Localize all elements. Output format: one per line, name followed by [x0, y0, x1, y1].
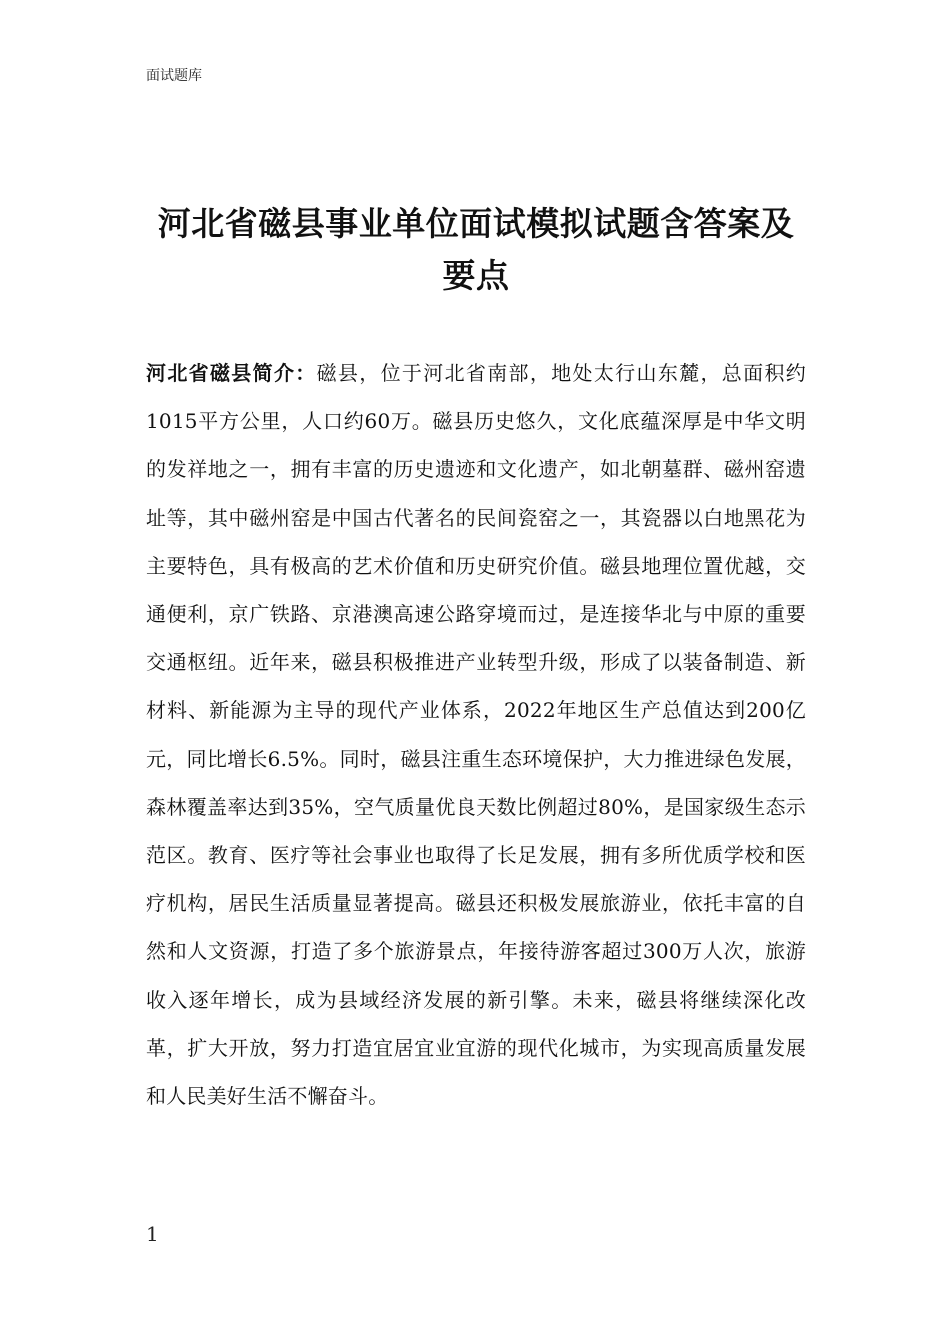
intro-label: 河北省磁县简介： — [146, 361, 317, 385]
page-header: 面试题库 — [146, 68, 202, 84]
document-title: 河北省磁县事业单位面试模拟试题含答案及要点 — [157, 204, 795, 296]
intro-paragraph — [146, 349, 806, 1120]
intro-text: 磁县，位于河北省南部，地处太行山东麓，总面积约1015平方公里，人口约60万。磁县历史悠久，文化底蕴深厚是中华文明的发祥地之一，拥有丰富的历史遗迹和文化遗产，如北朝墓群、磁州窑遗址等，其中磁州窑是中国古代著名的民间瓷窑之一，其瓷器以白地黑花为主要特色，具有极高的艺术价值和历史研究价值。磁县地理位置优越，交通便利，京广铁路、京港澳高速公路穿境而过，是连接华北与中原的重要交通枢纽。近年来，磁县积极推进产业转型升级，形成了以装备制造、新材料、新能源为主导的现代产业体系，2022年地区生产总值达到200亿元，同比增长6.5%。同时，磁县注重生态环境保护，大力推进绿色发展，森林覆盖率达到35%，空气质量优良天数比例超过80%，是国家级生态示范区。教育、医疗等社会事业也取得了长足发展，拥有多所优质学校和医疗机构，居民生活质量显著提高。磁县还积极发展旅游业，依托丰富的自然和人文资源，打造了多个旅游景点，年接待游客超过300万人次，旅游收入逐年增长，成为县域经济发展的新引擎。未来，磁县将继续深化改革，扩大开放，努力打造宜居宜业宜游的现代化城市，为实现高质量发展和人民美好生活不懈奋斗。 — [146, 361, 806, 1109]
page-number: 1 — [146, 1222, 159, 1246]
